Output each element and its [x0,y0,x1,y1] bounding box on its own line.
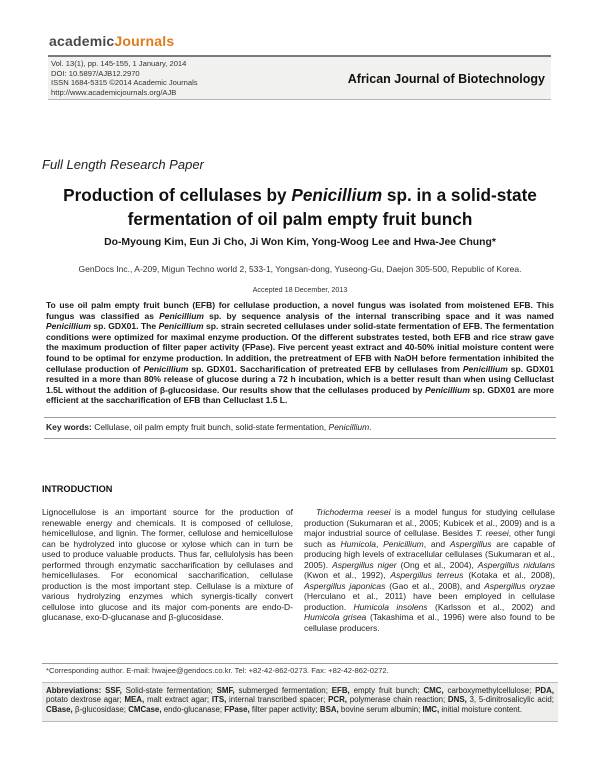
italic-term: Penicillium [425,384,470,395]
italic-term: Penicillium [46,321,91,332]
italic-term: Humicola grisea [304,612,367,622]
text-run: sp. GDX01 resulted in a more than 80% release of glucose during a 72 h incubation, which is a better result than when using Celluclast 1.5L without the addition of β-glucosidase. Our results show that the cellulases produced by [46,363,554,395]
author-list: Do-Myoung Kim, Eun Ji Cho, Ji Won Kim, Yong-Woog Lee and Hwa-Jee Chung* [104,237,496,248]
bold-term: CMC, [423,686,444,695]
paper-title [40,183,560,231]
bold-term: IMC, [422,704,440,714]
journal-url-link[interactable]: http://www.academicjournals.org/AJB [51,87,177,97]
text-run: are capable of producing high levels of extracellular cellulases (Sukumaran et al., 2005). [304,538,555,570]
logo-part-journals: Journals [114,33,175,49]
bold-term: SMF, [216,686,235,695]
bold-term: PDA, [535,686,554,695]
text-run: (Kwon et al., 1992), [304,570,391,580]
intro-left-column [42,507,293,623]
intro-paragraph [42,507,293,623]
text-run: carboxymethylcellulose; [443,686,536,695]
text-run: Solid-state fermentation; [121,686,217,695]
bold-term: FPase, [224,704,250,714]
keywords-italic: Penicillium [328,422,370,432]
affiliation: GenDocs Inc., A-209, Migun Techno world 2, 533-1, Yongsan-dong, Yuseong-Gu, Daejon 305-500, Republic of Korea. [78,264,522,274]
text-run: sp. GDX01. The [90,321,159,332]
text-run: Lignocellulose is an important source for the production of renewable energy and chemicals. It is composed of cellulose, hemicellulose, and lignin. The former, cellulose and hemicellulose can be hydrolyzed into glucose or xylose which can in turn be used to produce valuable products. Thus far, cellulolysis has been performed through enzymatic saccharification by cellulases and hemicellulases. For economical saccharification, cellulase production is the most important step. Cellulase is a mixture of various hydrolyzing enzymes which synergis-tically convert cellulose into glucose and its major com-ponents are endo-D-glucanase, exo-D-glucanase and β-glucosidase. [42,507,293,622]
italic-term: Penicillium [158,321,204,332]
intro-paragraph [304,507,555,633]
text-run: (Karlsson et al., 2002) and [427,601,556,612]
intro-right-column [304,507,555,633]
text-run: malt extract agar; [144,695,212,705]
publisher-logo [49,33,174,49]
italic-term: Aspergillus niger [332,559,397,570]
journal-name: African Journal of Biotechnology [347,72,545,86]
correspondence-box [42,663,558,677]
citation-issn: ISSN 1684-5315 ©2014 Academic Journals [51,78,198,87]
keywords-text: Cellulase, oil palm empty fruit bunch, solid-state fermentation, [91,422,329,432]
text-run: (Ong et al., 2004), [396,559,478,570]
text-run: potato dextrose agar; [46,695,125,705]
paper-type: Full Length Research Paper [42,157,204,172]
text-run: empty fruit bunch; [349,686,424,695]
title-part: sp. in a solid-state fermentation of oil palm empty fruit bunch [127,185,537,229]
bold-term: CMCase, [128,704,162,714]
title-part: Production of cellulases by [63,185,292,205]
text-run: β-glucosidase; [72,704,129,714]
keywords-end: . [369,422,372,432]
text-run: (Kotaka et al., 2008), [463,570,555,580]
bold-term: ITS, [211,695,227,705]
italic-term: Penicillium [159,310,204,321]
text-run: To use oil palm empty fruit bunch (EFB) for cellulase production, a novel fungus was isolated from moistened EFB. This fungus was classified as [46,300,554,321]
bold-term: MEA, [124,695,145,705]
keywords-box [44,417,556,439]
italic-term: Trichoderma reesei [316,507,391,517]
bold-term: Abbreviations: SSF, [46,686,122,695]
text-run: 3, 5-dinitrosalicylic acid; [466,695,554,705]
abbreviations-text [46,686,554,714]
italic-term: Humicola [340,538,376,549]
italic-term: Aspergillus japonicas [304,580,386,591]
text-run: endo-glucanase; [161,704,225,714]
text-run: (Gao et al., 2008), and [385,580,485,591]
italic-term: Aspergillus [449,538,492,549]
abstract [46,300,554,406]
text-run: , other fungi such as [304,528,555,549]
text-run: sp. GDX01 are more efficient at the saccharification of EFB than Celluclast 1.5 L. [46,384,555,406]
bold-term: PCR, [328,695,347,705]
abbreviations-box [42,682,558,722]
italic-term: Penicillium [462,363,508,374]
bold-term: CBase, [46,704,73,714]
accepted-date: Accepted 18 December, 2013 [252,285,348,294]
italic-term: T. reesei [475,528,509,538]
text-run: sp. by sequence analysis of the internal transcribing space and it was named [203,310,554,321]
text-run: sp. strain secreted cellulases under solid-state fermentation of EFB. The fermentation conditions were optimized for maximal enzyme production. Of the different substrates tested, both EFB and rice straw gave the maximum production of filter paper activity (FPase). Five percent yeast extract and 40-50% initial moisture content were found to be optimal for enzyme production. In addition, the pretreatment of EFB with NaOH before fermentation inhibited the cellulase production of [46,321,554,374]
italic-term: Humicola insolens [353,601,428,612]
italic-term: Penicillium [383,538,424,549]
correspondence-text: *Corresponding author. E-mail: hwajee@gendocs.co.kr. Tel: +82-42-862-0273. Fax: +82-42-862-0272. [46,666,389,675]
text-run: internal transcribed spacer; [226,695,329,705]
text-run: , and [423,538,450,549]
text-run: submerged fermentation; [234,686,332,695]
text-run: sp. GDX01. Saccharification of pretreated EFB by cellulases from [188,363,463,374]
citation-doi: DOI: 10.5897/AJB12.2970 [51,68,140,78]
bold-term: DNS, [447,695,467,705]
text-run: (Takashima et al., 1996) were also found to be cellulase producers. [304,612,555,633]
journal-info-box [48,55,551,100]
italic-term: Aspergillus oryzae [484,580,555,591]
section-heading-introduction: INTRODUCTION [42,484,113,494]
bold-term: BSA, [319,704,339,714]
logo-part-academic: academic [49,33,115,49]
italic-term: Penicillium [143,363,189,374]
bold-term: EFB, [331,686,350,695]
text-run: is a model fungus for studying cellulase production (Sukumaran et al., 2005; Kubicek et al., 2009) and is a major industrial source of cellulase. Besides [304,507,555,538]
title-italic-part: Penicillium [291,185,383,205]
text-run: initial moisture content. [439,704,523,714]
citation-lines [51,59,198,97]
text-run: (Herculano et al., 2011) have been employed in cellulase production. [304,591,555,612]
text-run: , [375,538,384,549]
italic-term: Aspergillus terreus [390,570,464,580]
keywords-label: Key words: [46,422,92,432]
text-run: filter paper activity; [249,704,320,714]
italic-term: Aspergillus nidulans [477,559,556,570]
keywords [46,422,372,432]
text-run: polymerase chain reaction; [346,695,448,705]
text-run: bovine serum albumin; [338,704,423,714]
citation-volume: Vol. 13(1), pp. 145-155, 1 January, 2014 [51,59,187,68]
